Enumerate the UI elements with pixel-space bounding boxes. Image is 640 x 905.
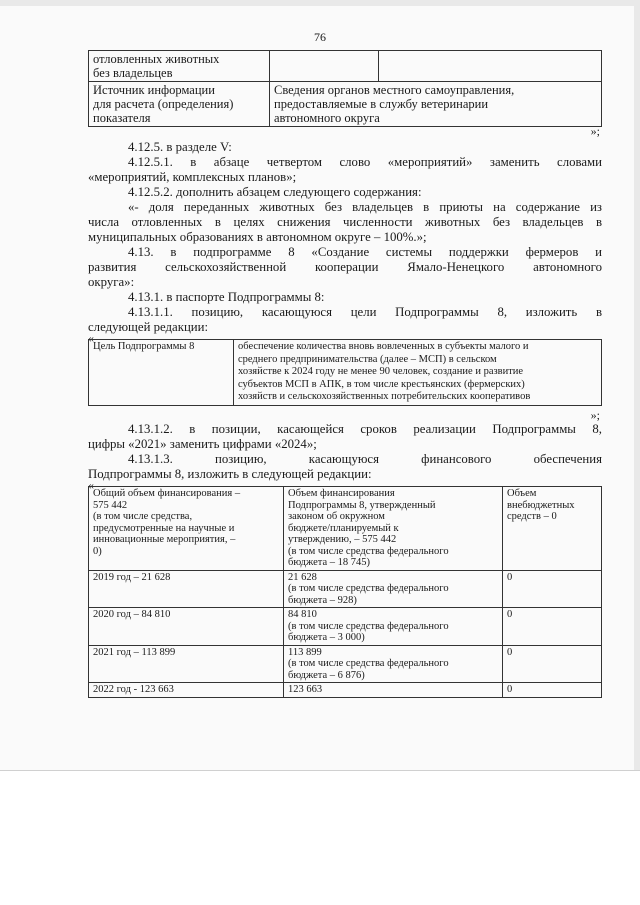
paragraph: муниципальных образованиях в автономном округе – 100%.»; [88,230,427,244]
paragraph: числа отловленных в целях снижения численности животных без владельцев в [88,215,602,229]
table-cell: 2021 год – 113 899 [89,645,284,683]
table-cell: 2020 год – 84 810 [89,608,284,646]
paragraph: 4.12.5. в разделе V: [128,140,232,154]
financing-table [88,486,602,698]
opening-quote: « [88,478,94,492]
table-cell: 2022 год - 123 663 [89,683,284,698]
table-cell: Сведения органов местного самоуправления, предоставляемые в службу ветеринарии автономного округа [270,82,602,127]
table-row [89,51,602,82]
table-cell: 0 [503,645,602,683]
table-cell: обеспечение количества вновь вовлеченных в субъекты малого и среднего предпринимательства (далее – МСП) в сельском хозяйстве к 2024 году не менее 90 человек, создание и развитие субъектов МСП в АПК, в том числе крестьянских (фермерских) хозяйств и сельскохозяйственных потребительских кооперативов [234,340,602,406]
paragraph: 4.12.5.2. дополнить абзацем следующего содержания: [128,185,422,199]
table-row [89,570,602,608]
closing-quote: »; [590,124,600,138]
page-number: 76 [314,30,326,44]
table-cell: 0 [503,683,602,698]
table-cell: 123 663 [284,683,503,698]
table-cell: Объем внебюджетных средств – 0 [503,487,602,571]
closing-quote: »; [590,408,600,422]
paragraph: Подпрограммы 8, изложить в следующей редакции: [88,467,372,481]
table-cell: 0 [503,608,602,646]
paragraph: 4.13.1. в паспорте Подпрограммы 8: [128,290,325,304]
table-cell: 84 810 (в том числе средства федерального бюджета – 3 000) [284,608,503,646]
indicator-table [88,50,602,127]
paragraph: 4.13.1.3. позицию, касающуюся финансового обеспечения [128,452,602,466]
table-cell: 113 899 (в том числе средства федерального бюджета – 6 876) [284,645,503,683]
table-row [89,608,602,646]
paragraph: 4.13.1.1. позицию, касающуюся цели Подпрограммы 8, изложить в [128,305,602,319]
paragraph: 4.13. в подпрограмме 8 «Создание системы поддержки фермеров и [128,245,602,259]
table-cell: 0 [503,570,602,608]
table-row [89,683,602,698]
table-row [89,340,602,406]
paragraph: следующей редакции: [88,320,209,334]
table-row [89,645,602,683]
table-cell: 21 628 (в том числе средства федерального бюджета – 928) [284,570,503,608]
table-cell [379,51,602,82]
scan-edge-top [0,0,640,6]
paragraph: «- доля переданных животных без владельцев в приюты на содержание из [128,200,602,214]
table-row [89,82,602,127]
paragraph: 4.13.1.2. в позиции, касающейся сроков реализации Подпрограммы 8, [128,422,602,436]
paragraph: 4.12.5.1. в абзаце четвертом слово «мероприятий» заменить словами [128,155,602,169]
paragraph: цифры «2021» заменить цифрами «2024»; [88,437,317,451]
table-cell: Источник информации для расчета (определения) показателя [89,82,270,127]
table-cell: отловленных животных без владельцев [89,51,270,82]
table-cell: Общий объем финансирования – 575 442 (в том числе средства, предусмотренные на научные и инновационные мероприятия, – 0) [89,487,284,571]
scan-edge-right [634,0,640,770]
goal-table [88,339,602,406]
table-row [89,487,602,571]
table-cell: Объем финансирования Подпрограммы 8, утвержденный законом об окружном бюджете/планируемый к утверждению, – 575 442 (в том числе средства федерального бюджета – 18 745) [284,487,503,571]
table-cell: Цель Подпрограммы 8 [89,340,234,406]
paragraph: «мероприятий, комплексных планов»; [88,170,297,184]
paragraph: округа»: [88,275,135,289]
paragraph: развития сельскохозяйственной кооперации Ямало-Ненецкого автономного [88,260,602,274]
opening-quote: « [88,331,94,345]
table-cell: 2019 год – 21 628 [89,570,284,608]
table-cell [270,51,379,82]
